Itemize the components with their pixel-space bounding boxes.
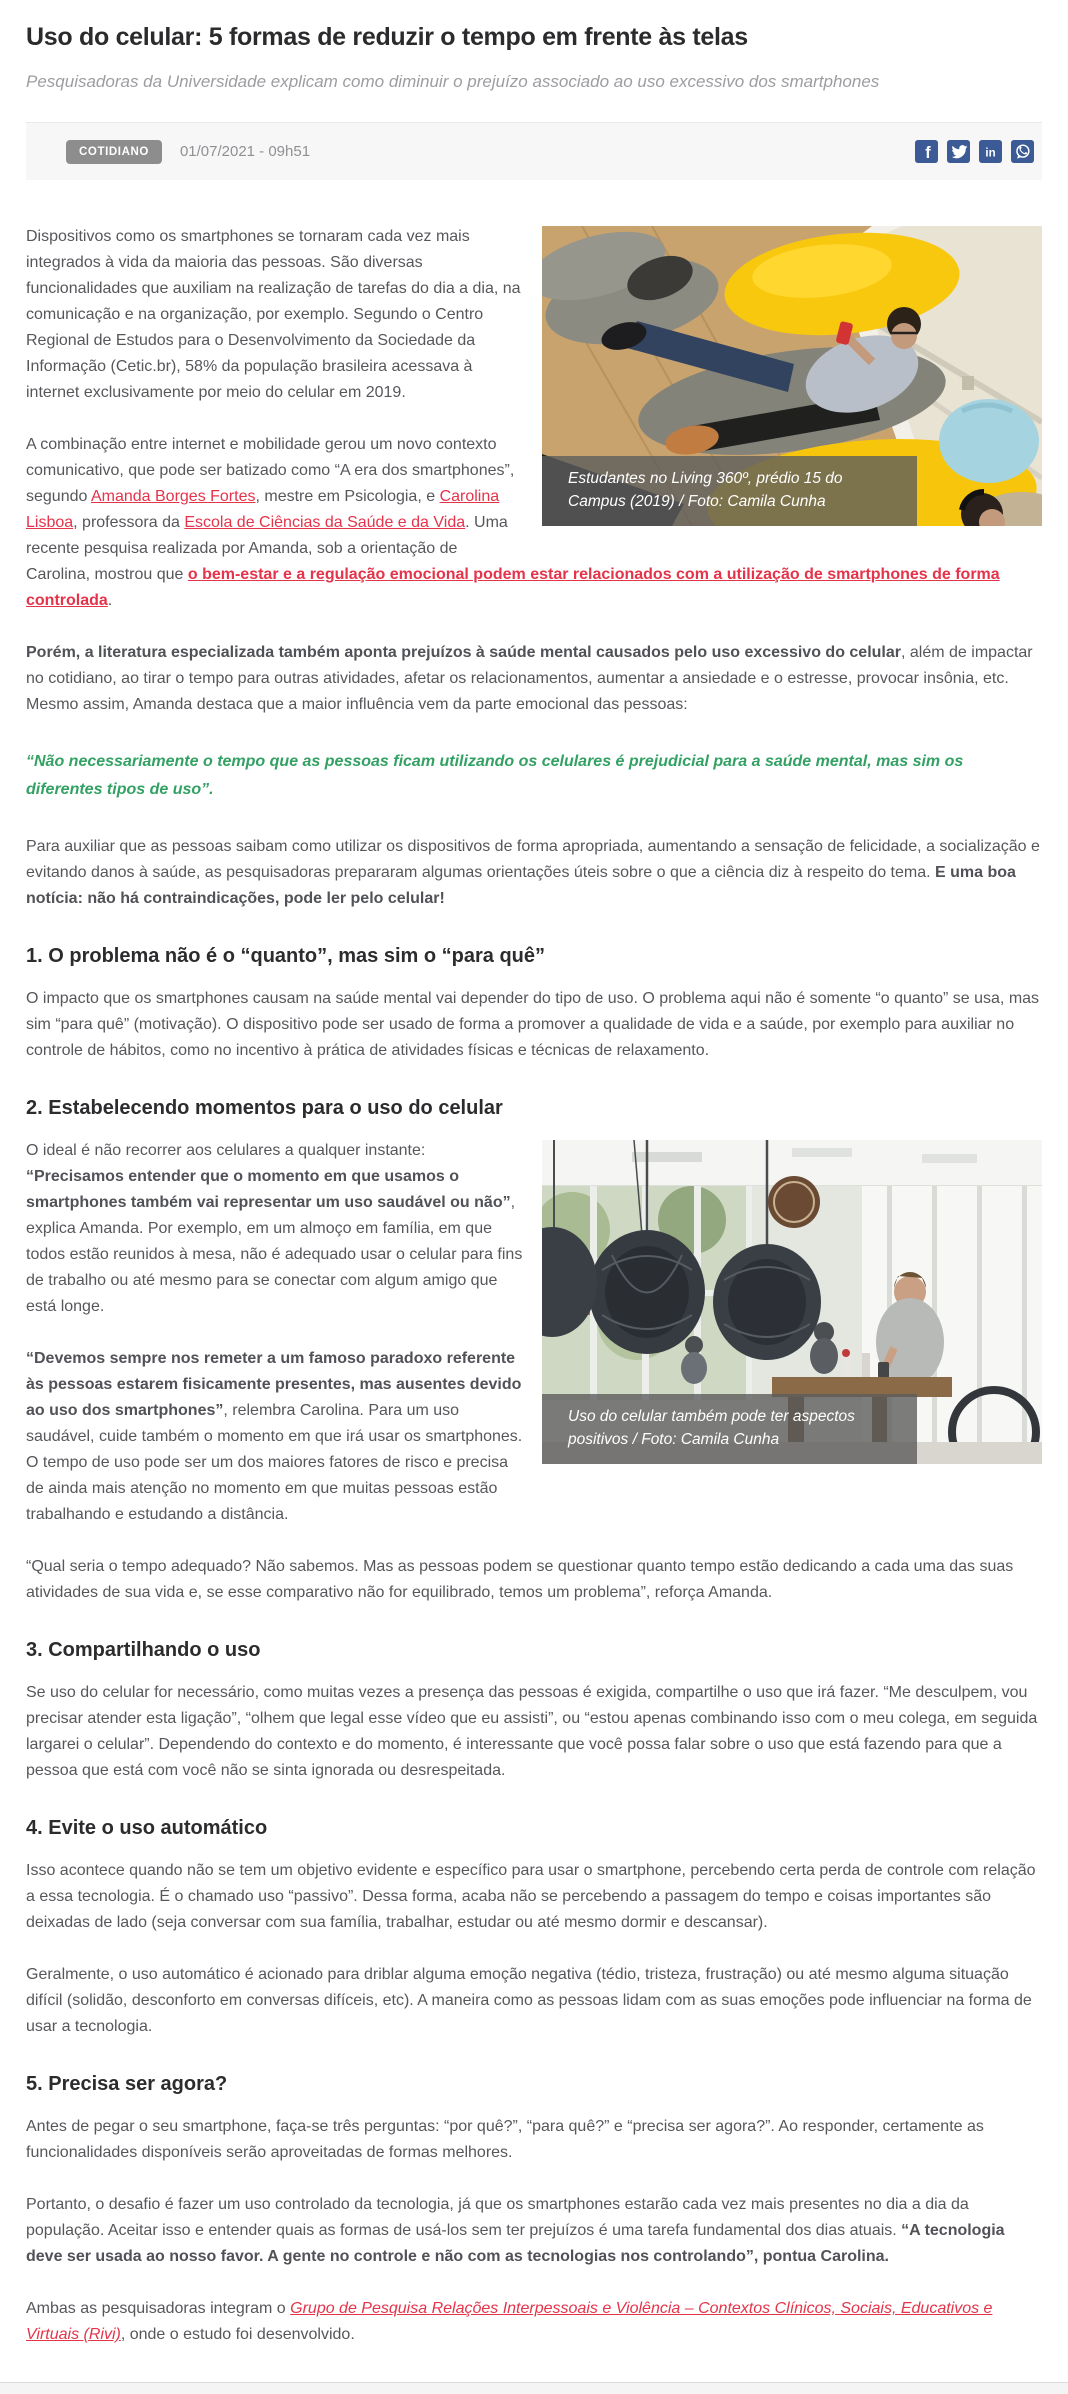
article-image-students bbox=[542, 226, 1042, 526]
section-heading-3: 3. Compartilhando o uso bbox=[26, 1639, 261, 1661]
bold-run: Porém, a literatura especializada também aponta prejuízos à saúde mental causados pelo uso excessivo do celular bbox=[26, 644, 901, 661]
image-caption: Estudantes no Living 360º, prédio 15 do Campus (2019) / Foto: Camila Cunha bbox=[542, 456, 917, 526]
category-badge[interactable]: COTIDIANO bbox=[66, 140, 162, 164]
article-page bbox=[0, 22, 1068, 2394]
twitter-share-button[interactable] bbox=[947, 140, 970, 163]
section-heading-1: 1. O problema não é o “quanto”, mas sim o “para quê” bbox=[26, 945, 545, 967]
whatsapp-share-button[interactable] bbox=[1011, 140, 1034, 163]
article-image-hanging-chairs bbox=[542, 1140, 1042, 1464]
linkedin-share-button[interactable] bbox=[979, 140, 1002, 163]
section-heading-2: 2. Estabelecendo momentos para o uso do celular bbox=[26, 1097, 503, 1119]
facebook-share-button[interactable] bbox=[915, 140, 938, 163]
text-run: Ambas as pesquisadoras integram o bbox=[26, 2300, 291, 2317]
section-5-paragraph-2 bbox=[26, 2192, 1042, 2270]
text-run: . bbox=[107, 592, 113, 609]
section-heading-4: 4. Evite o uso automático bbox=[26, 1817, 268, 1839]
bold-run: “Devemos sempre nos remeter a um famoso paradoxo referente às pessoas estarem fisicamente presentes, mas ausentes devido ao uso dos smartphones” bbox=[26, 1350, 522, 1419]
guidance-paragraph bbox=[26, 834, 1042, 912]
text-run: , relembra Carolina. Para um uso saudável, cuide também o momento em que irá usar os smartphones. O tempo de uso pode ser um dos maiores fatores de risco e precisa de ainda mais atenção no momento em que muitas pessoas estão trabalhando e estudando a distância. bbox=[26, 1402, 523, 1523]
text-run: , além de impactar no cotidiano, ao tirar o tempo para outras atividades, afetar os relacionamentos, aumentar a ansiedade e o estresse, provocar insônia, etc. Mesmo assim, Amanda destaca que a maior influência vem da parte emocional das pessoas: bbox=[26, 644, 1033, 713]
section-5-paragraph-1: Antes de pegar o seu smartphone, faça-se três perguntas: “por quê?”, “para quê?” e “precisa ser agora?”. Ao responder, certamente as funcionalidades disponíveis serão aproveitadas de formas melhores. bbox=[26, 2118, 984, 2161]
bold-run: “A tecnologia deve ser usada ao nosso favor. A gente no controle e não com as tecnologias nos controlando”, pontua Carolina. bbox=[26, 2222, 1005, 2265]
facebook-icon bbox=[915, 140, 938, 163]
text-run: O ideal é não recorrer aos celulares a qualquer instante: bbox=[26, 1142, 426, 1159]
text-run: Portanto, o desafio é fazer um uso controlado da tecnologia, já que os smartphones estarão cada vez mais presentes no dia a dia da população. Aceitar isso e entender quais as formas de usá-los sem ter prejuízos é uma tarefa fundamental dos dias atuais. bbox=[26, 2196, 969, 2239]
footer-divider bbox=[0, 2382, 1068, 2394]
section-2-paragraph-3: “Qual seria o tempo adequado? Não sabemos. Mas as pessoas podem se questionar quanto tempo estão dedicando a cada uma das suas atividades de sua vida e, se esse comparativo não for equilibrado, temos um problema”, reforça Amanda. bbox=[26, 1558, 1014, 1601]
pull-quote: “Não necessariamente o tempo que as pessoas ficam utilizando os celulares é prejudicial para a saúde mental, mas sim os diferentes tipos de uso”. bbox=[26, 753, 964, 798]
intro-paragraph: Dispositivos como os smartphones se tornaram cada vez mais integrados à vida da maioria das pessoas. São diversas funcionalidades que auxiliam na realização de tarefas do dia a dia, na comunicação e na organização, por exemplo. Segundo o Centro Regional de Estudos para o Desenvolvimento da Sociedade da Informação (Cetic.br), 58% da população brasileira acessava à internet exclusivamente por meio do celular em 2019. bbox=[26, 228, 521, 401]
author-link-carolina[interactable]: Carolina Lisboa bbox=[26, 488, 500, 531]
closing-paragraph bbox=[26, 2296, 1042, 2348]
section-heading-5: 5. Precisa ser agora? bbox=[26, 2073, 228, 2095]
bold-run: E uma boa notícia: não há contraindicações, pode ler pelo celular! bbox=[26, 864, 1016, 907]
image-caption: Uso do celular também pode ter aspectos positivos / Foto: Camila Cunha bbox=[542, 1394, 917, 1464]
meta-bar bbox=[26, 122, 1042, 180]
text-run: Para auxiliar que as pessoas saibam como utilizar os dispositivos de forma apropriada, aumentando a sensação de felicidade, a socialização e evitando danos à saúde, as pesquisadoras prepararam algumas orientações úteis sobre o que a ciência diz à respeito do tema. bbox=[26, 838, 1040, 881]
publish-date: 01/07/2021 - 09h51 bbox=[179, 143, 311, 160]
section-3-paragraph: Se uso do celular for necessário, como muitas vezes a presença das pessoas é exigida, compartilhe o uso que irá fazer. “Me desculpem, vou precisar atender esta ligação”, “olhem que legal esse vídeo que eu assisti”, ou “estou apenas combinando isso com o meu colega, em seguida largarei o celular”. Dependendo do contexto e do momento, é interessante que você possa falar sobre o uso que está fazendo para que a pessoa que está com você não se sinta ignorada ou desrespeitada. bbox=[26, 1684, 1038, 1779]
svg-text:f: f bbox=[925, 144, 931, 163]
text-run: , mestre em Psicologia, e bbox=[255, 488, 440, 505]
research-group-link[interactable]: Grupo de Pesquisa Relações Interpessoais e Violência – Contextos Clínicos, Sociais, Educativos e Virtuais (Rivi) bbox=[26, 2300, 993, 2343]
article-body bbox=[0, 224, 1068, 2374]
text-run: , professora da bbox=[73, 514, 185, 531]
page-title: Uso do celular: 5 formas de reduzir o tempo em frente às telas bbox=[26, 23, 748, 51]
text-run: . Uma recente pesquisa realizada por Amanda, sob a orientação de Carolina, mostrou que bbox=[26, 514, 508, 583]
author-link-amanda[interactable]: Amanda Borges Fortes bbox=[90, 488, 256, 505]
warning-paragraph bbox=[26, 640, 1042, 718]
text-run: , onde o estudo foi desenvolvido. bbox=[120, 2326, 355, 2343]
whatsapp-icon bbox=[1011, 140, 1034, 163]
bold-run: “Precisamos entender que o momento em que usamos o smartphones também vai representar um uso saudável ou não” bbox=[26, 1168, 511, 1211]
study-link[interactable]: o bem-estar e a regulação emocional podem estar relacionados com a utilização de smartphones de forma controlada bbox=[26, 566, 1000, 609]
school-link[interactable]: Escola de Ciências da Saúde e da Vida bbox=[184, 514, 466, 531]
twitter-icon bbox=[947, 140, 970, 163]
text-run: A combinação entre internet e mobilidade gerou um novo contexto comunicativo, que pode ser batizado como “A era dos smartphones”, segundo bbox=[26, 436, 515, 505]
section-4-paragraph-1: Isso acontece quando não se tem um objetivo evidente e específico para usar o smartphone, percebendo certa perda de controle com relação a essa tecnologia. É o chamado uso “passivo”. Dessa forma, acaba não se percebendo a passagem do tempo e coisas importantes são deixadas de lado (seja conversar com sua família, trabalhar, estudar ou até mesmo dormir e descansar). bbox=[26, 1862, 1036, 1931]
svg-text:in: in bbox=[985, 147, 996, 160]
text-run: , explica Amanda. Por exemplo, em um almoço em família, em que todos estão reunidos à mesa, não é adequado usar o celular para fins de trabalho ou até mesmo para se conectar com algum amigo que está longe. bbox=[26, 1194, 523, 1315]
linkedin-icon bbox=[979, 140, 1002, 163]
page-subtitle: Pesquisadoras da Universidade explicam como diminuir o prejuízo associado ao uso excessivo dos smartphones bbox=[26, 72, 880, 91]
section-1-paragraph: O impacto que os smartphones causam na saúde mental vai depender do tipo de uso. O problema aqui não é somente “o quanto” se usa, mas sim “para quê” (motivação). O dispositivo pode ser usado de forma a promover a qualidade de vida e a saúde, por exemplo para auxiliar no controle de hábitos, como no incentivo à prática de atividades físicas e técnicas de relaxamento. bbox=[26, 990, 1040, 1059]
share-buttons bbox=[915, 140, 1034, 163]
section-4-paragraph-2: Geralmente, o uso automático é acionado para driblar alguma emoção negativa (tédio, tristeza, frustração) ou até mesmo alguma situação difícil (solidão, desconforto em conversas difíceis, etc). A maneira como as pessoas lidam com as suas emoções pode influenciar na forma de usar a tecnologia. bbox=[26, 1966, 1032, 2035]
